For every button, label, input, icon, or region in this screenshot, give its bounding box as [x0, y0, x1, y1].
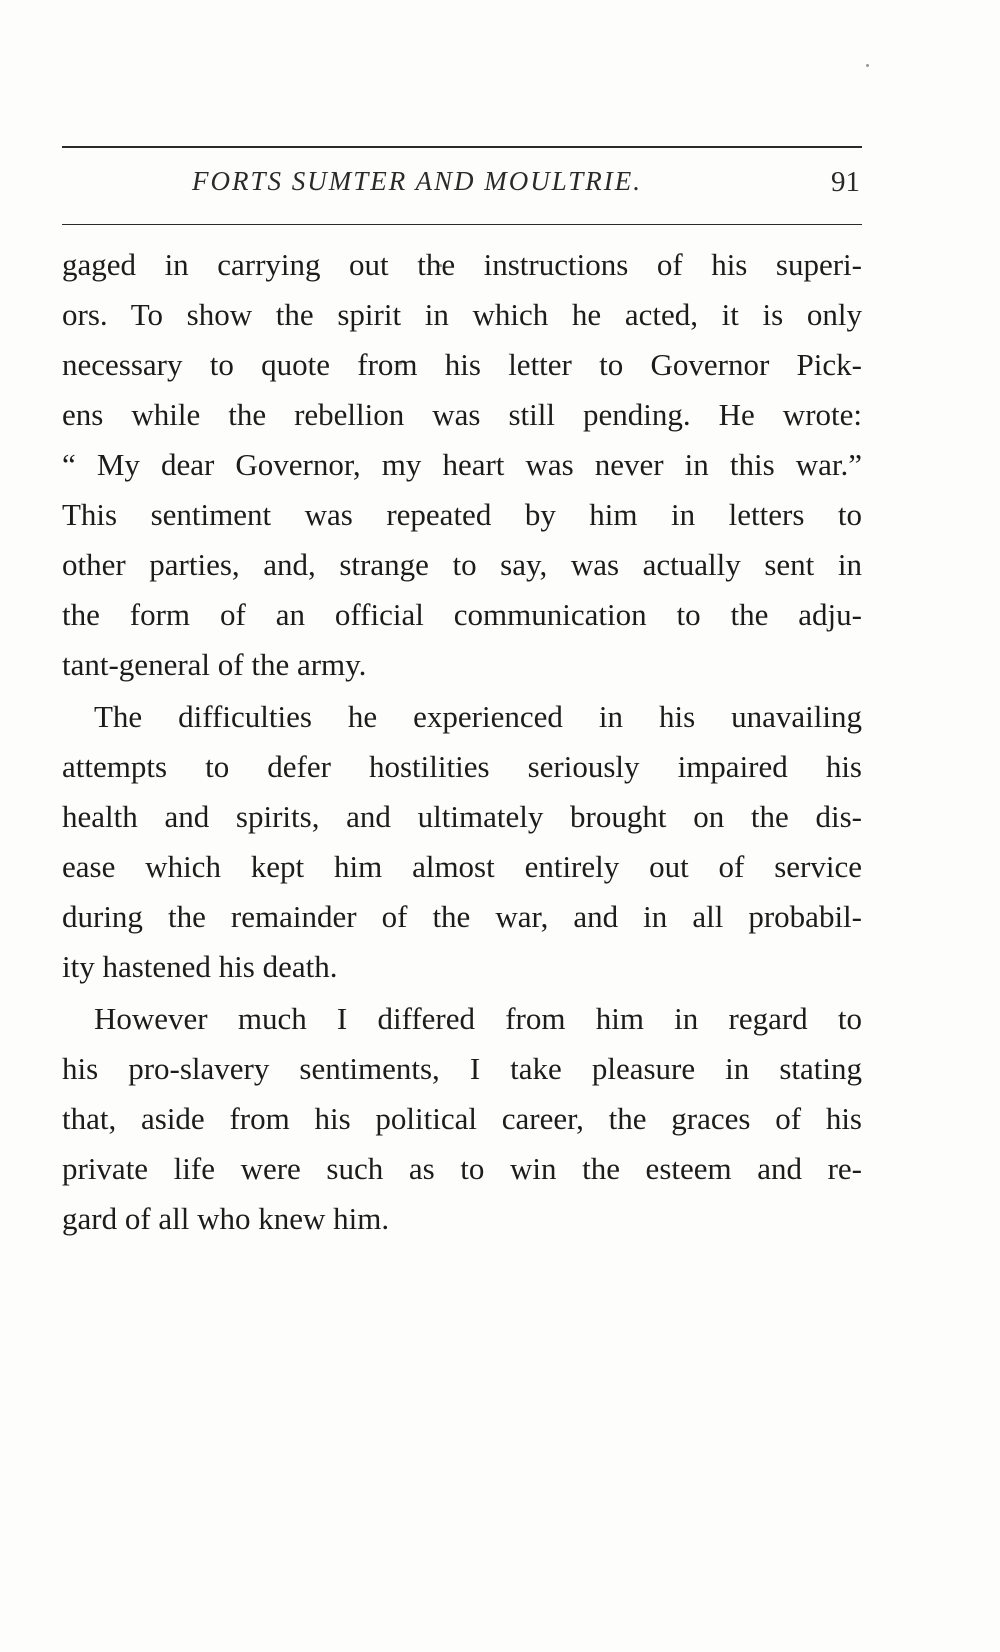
text-line: ors. To show the spirit in which he acted, it is only	[62, 297, 862, 332]
text-line: private life were such as to win the esteem and re-	[62, 1151, 862, 1186]
text-line: his pro-slavery sentiments, I take pleasure in stating	[62, 1051, 862, 1086]
text-line: gard of all who knew him.	[62, 1201, 390, 1236]
text-line: gaged in carrying out the instructions of his superi-	[62, 247, 862, 282]
paper-speck	[866, 64, 869, 67]
body-text	[62, 240, 862, 1244]
paragraph	[62, 240, 862, 690]
running-title: FORTS SUMTER AND MOULTRIE.	[192, 166, 642, 196]
text-line: ease which kept him almost entirely out of service	[62, 849, 862, 884]
paragraph	[62, 994, 862, 1244]
text-line: health and spirits, and ultimately brought on the dis-	[62, 799, 862, 834]
text-line: the form of an official communication to the adju-	[62, 597, 862, 632]
text-line: that, aside from his political career, the graces of his	[62, 1101, 862, 1136]
text-line: ity hastened his death.	[62, 949, 338, 984]
text-line: “ My dear Governor, my heart was never in this war.”	[62, 447, 862, 482]
text-line: other parties, and, strange to say, was actually sent in	[62, 547, 862, 582]
text-line: during the remainder of the war, and in all probabil-	[62, 899, 862, 934]
page-number: 91	[831, 166, 860, 198]
text-line: The difficulties he experienced in his unavailing	[94, 699, 862, 734]
header-rule-top	[62, 146, 862, 148]
paragraph	[62, 692, 862, 992]
text-line: ens while the rebellion was still pending. He wrote:	[62, 397, 862, 432]
header-rule-bottom	[62, 224, 862, 225]
text-line: attempts to defer hostilities seriously impaired his	[62, 749, 862, 784]
running-head	[62, 166, 862, 206]
text-line: However much I differed from him in regard to	[94, 1001, 862, 1036]
text-line: tant-general of the army.	[62, 647, 367, 682]
text-line: necessary to quote from his letter to Governor Pick-	[62, 347, 862, 382]
text-line: This sentiment was repeated by him in letters to	[62, 497, 862, 532]
